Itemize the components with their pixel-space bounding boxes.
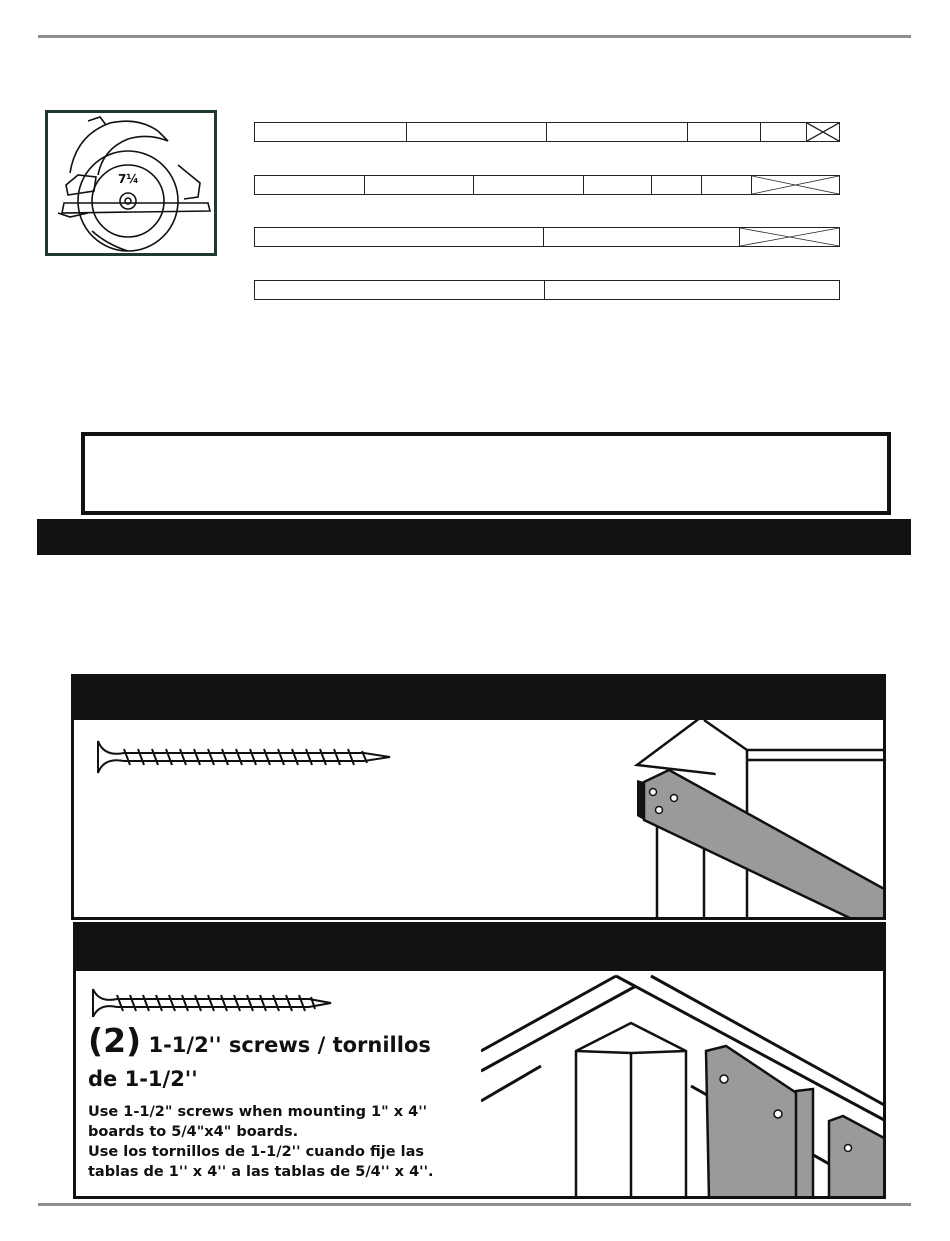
cut-row-1 bbox=[254, 122, 840, 142]
cut-segment bbox=[547, 123, 688, 141]
instruction-english: Use 1-1/2" screws when mounting 1" x 4'' boards to 5/4"x4" boards. bbox=[88, 1104, 428, 1140]
top-rule bbox=[38, 35, 911, 38]
screw-size-line-2: de 1-1/2'' bbox=[88, 1067, 198, 1091]
cut-segment bbox=[474, 176, 584, 194]
cut-segment bbox=[255, 281, 545, 299]
cut-row-4 bbox=[254, 280, 840, 300]
circular-saw-icon bbox=[48, 113, 214, 253]
screw-icon bbox=[89, 985, 334, 1021]
cut-segment bbox=[688, 123, 761, 141]
frame-board-illustration bbox=[481, 971, 886, 1199]
screw-size: 1-1/2'' screws / tornillos bbox=[148, 1033, 431, 1057]
bottom-rule bbox=[38, 1203, 911, 1206]
screw-icon bbox=[94, 737, 394, 777]
cut-segment bbox=[255, 123, 407, 141]
cut-segment bbox=[407, 123, 547, 141]
cut-segment bbox=[584, 176, 652, 194]
waste-segment bbox=[752, 176, 839, 194]
note-box bbox=[81, 432, 891, 515]
panel-1-header bbox=[74, 677, 883, 720]
circular-saw-box bbox=[45, 110, 217, 256]
waste-segment bbox=[807, 123, 839, 141]
screw-quantity: (2) bbox=[88, 1021, 142, 1060]
waste-segment bbox=[740, 228, 839, 246]
cut-row-3 bbox=[254, 227, 840, 247]
frame-corner-illustration bbox=[629, 720, 886, 920]
cut-segment bbox=[761, 123, 807, 141]
cut-segment bbox=[545, 281, 839, 299]
cut-segment bbox=[365, 176, 475, 194]
cut-row-2 bbox=[254, 175, 840, 195]
cut-segment bbox=[652, 176, 703, 194]
panel-2-header bbox=[76, 925, 883, 971]
step-header-bar bbox=[37, 519, 911, 555]
cut-segment bbox=[702, 176, 752, 194]
screw-panel-1 bbox=[71, 674, 886, 920]
cut-segment bbox=[544, 228, 740, 246]
screw-spec-text bbox=[88, 1021, 468, 1182]
instruction-spanish: Use los tornillos de 1-1/2'' cuando fije las tablas de 1'' x 4'' a las tablas de 5/4'' x 4''. bbox=[88, 1144, 434, 1180]
cut-segment bbox=[255, 228, 544, 246]
screw-size-line-1 bbox=[88, 1021, 468, 1062]
svg-text:7¼: 7¼ bbox=[118, 172, 139, 186]
cut-segment bbox=[255, 176, 365, 194]
